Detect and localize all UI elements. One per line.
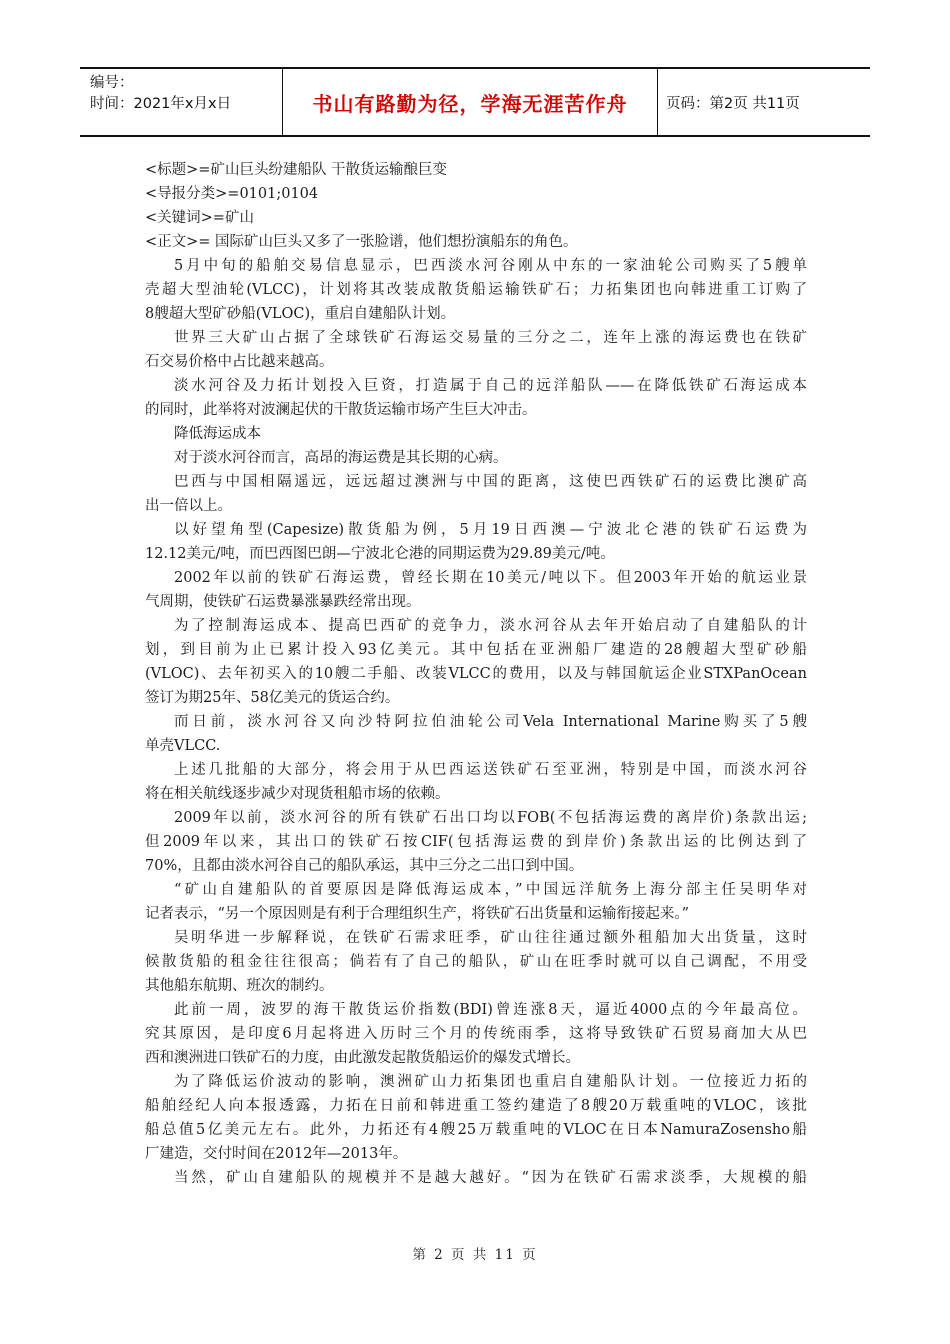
page-footer: 第 2 页 共 11 页 [412, 1247, 538, 1263]
text-line: 厂建造，交付时间在2012年—2013年。 [145, 1146, 408, 1162]
text-line: 5月中旬的船舶交易信息显示，巴西淡水河谷刚从中东的一家油轮公司购买了5艘单 [174, 258, 807, 274]
article-body [145, 158, 807, 1190]
header-motto: 书山有路勤为径，学海无涯苦作舟 [283, 69, 658, 135]
date-label: 时间：2021年x月x日 [90, 96, 232, 112]
text-line: 2002年以前的铁矿石海运费，曾经长期在10美元/吨以下。但2003年开始的航运业景 [174, 570, 807, 586]
text-line: 气周期，使铁矿石运费暴涨暴跌经常出现。 [145, 594, 421, 610]
text-line: “矿山自建船队的首要原因是降低海运成本，”中国远洋航务上海分部主任吴明华对 [174, 882, 807, 898]
text-line: 船总值5亿美元左右。此外，力拓还有4艘25万载重吨的VLOC在日本NamuraZosensho船 [145, 1122, 807, 1138]
text-line: 单壳VLCC. [145, 738, 221, 754]
text-line: <关键词>=矿山 [145, 210, 254, 226]
text-line: 候散货船的租金往往很高；倘若有了自己的船队，矿山在旺季时就可以自己调配，不用受 [145, 954, 807, 970]
text-line: <标题>=矿山巨头纷建船队 干散货运输酿巨变 [145, 162, 448, 178]
text-line: (VLOC)、去年初买入的10艘二手船、改装VLCC的费用，以及与韩国航运企业STXPanOcean [145, 666, 807, 682]
header-page-label: 页码：第2页 共11页 [666, 95, 800, 112]
page-header [80, 67, 870, 137]
text-line: 出一倍以上。 [145, 498, 232, 514]
text-line: 降低海运成本 [174, 426, 261, 442]
text-line: 为了降低运价波动的影响，澳洲矿山力拓集团也重启自建船队计划。一位接近力拓的 [174, 1074, 807, 1090]
header-meta [80, 69, 283, 135]
text-line: 石交易价格中占比越来越高。 [145, 354, 334, 370]
text-line: 淡水河谷及力拓计划投入巨资，打造属于自己的远洋船队——在降低铁矿石海运成本 [174, 378, 807, 394]
text-line: 但2009年以来，其出口的铁矿石按CIF(包括海运费的到岸价)条款出运的比例达到了 [145, 834, 807, 850]
text-line: 吴明华进一步解释说，在铁矿石需求旺季，矿山往往通过额外租船加大出货量，这时 [174, 930, 807, 946]
text-line: <导报分类>=0101;0104 [145, 186, 319, 202]
text-line: 2009年以前，淡水河谷的所有铁矿石出口均以FOB(不包括海运费的离岸价)条款出运; [174, 810, 807, 826]
text-line: 以好望角型(Capesize)散货船为例，5月19日西澳—宁波北仑港的铁矿石运费为 [174, 522, 807, 538]
text-line: 巴西与中国相隔遥远，远远超过澳洲与中国的距离，这使巴西铁矿石的运费比澳矿高 [174, 474, 807, 490]
text-line: 西和澳洲进口铁矿石的力度，由此激发起散货船运价的爆发式增长。 [145, 1050, 580, 1066]
text-line: 为了控制海运成本、提高巴西矿的竞争力，淡水河谷从去年开始启动了自建船队的计 [174, 618, 807, 634]
text-line: 壳超大型油轮(VLCC)，计划将其改装成散货船运输铁矿石；力拓集团也向韩进重工订购了 [145, 282, 807, 298]
text-line: 船舶经纪人向本报透露，力拓在日前和韩进重工签约建造了8艘20万载重吨的VLOC，该批 [145, 1098, 807, 1114]
text-line: 划，到目前为止已累计投入93亿美元。其中包括在亚洲船厂建造的28艘超大型矿砂船 [145, 642, 807, 658]
text-line: 对于淡水河谷而言，高昂的海运费是其长期的心病。 [174, 450, 508, 466]
text-line: 当然，矿山自建船队的规模并不是越大越好。“因为在铁矿石需求淡季，大规模的船 [174, 1170, 807, 1186]
text-line: 8艘超大型矿砂船(VLOC)，重启自建船队计划。 [145, 306, 456, 322]
text-line: 签订为期25年、58亿美元的货运合约。 [145, 690, 400, 706]
text-line: 12.12美元/吨，而巴西图巴朗—宁波北仑港的同期运费为29.89美元/吨。 [145, 546, 615, 562]
number-label: 编号： [90, 75, 134, 91]
text-line: 记者表示，“另一个原因则是有利于合理组织生产，将铁矿石出货量和运输衔接起来。” [145, 906, 690, 922]
text-line: 的同时，此举将对波澜起伏的干散货运输市场产生巨大冲击。 [145, 402, 537, 418]
text-line: 将在相关航线逐步减少对现货租船市场的依赖。 [145, 786, 450, 802]
text-line: 究其原因，是印度6月起将进入历时三个月的传统雨季，这将导致铁矿石贸易商加大从巴 [145, 1026, 807, 1042]
text-line: 70%，且都由淡水河谷自己的船队承运，其中三分之二出口到中国。 [145, 858, 584, 874]
text-line: <正文>= 国际矿山巨头又多了一张脸谱，他们想扮演船东的角色。 [145, 234, 578, 250]
text-line: 其他船东航期、班次的制约。 [145, 978, 334, 994]
text-line: 此前一周，波罗的海干散货运价指数(BDI)曾连涨8天，逼近4000点的今年最高位。 [174, 1002, 807, 1018]
text-line: 而日前，淡水河谷又向沙特阿拉伯油轮公司Vela International Marine购买了5艘 [174, 714, 807, 730]
text-line: 世界三大矿山占据了全球铁矿石海运交易量的三分之二，连年上涨的海运费也在铁矿 [174, 330, 807, 346]
text-line: 上述几批船的大部分，将会用于从巴西运送铁矿石至亚洲，特别是中国，而淡水河谷 [174, 762, 807, 778]
